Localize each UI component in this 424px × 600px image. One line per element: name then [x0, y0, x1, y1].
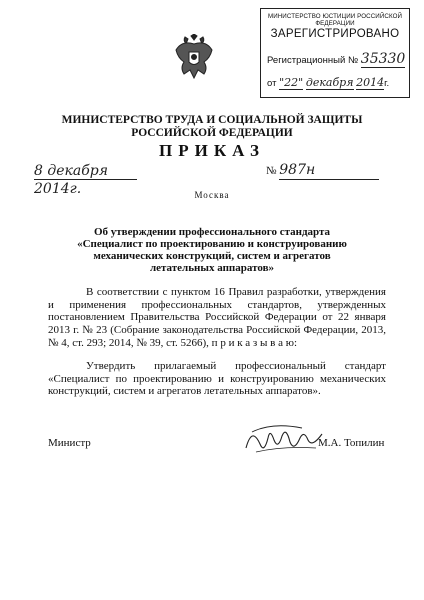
document-number-handwritten: 987н: [279, 162, 316, 178]
stamp-date-day: "22": [279, 76, 304, 89]
signatory-name: М.А. Топилин: [318, 437, 385, 449]
document-date-handwritten: 8 декабря 2014г.: [34, 163, 108, 197]
stamp-date-month: декабря: [305, 76, 354, 89]
document-number: [266, 162, 379, 180]
stamp-ministry: МИНИСТЕРСТВО ЮСТИЦИИ РОССИЙСКОЙ ФЕДЕРАЦИИ: [267, 13, 403, 27]
stamp-status: ЗАРЕГИСТРИРОВАНО: [270, 28, 400, 40]
city: Москва: [194, 190, 230, 200]
body-paragraph-1: В соответствии с пунктом 16 Правил разработки, утверждения и применения профессиональных стандартов, утвержденных постановлением Правительства Российской Федерации от 22 января 2013 г. № 23 (Собрание законодательства Российской Федерации, 2013, № 4, ст. 293; 2014, № 39, ст. 5266), п р и к а з ы в а ю:: [48, 286, 386, 349]
stamp-date-suffix: г.: [384, 78, 390, 89]
document-type: ПРИКАЗ: [159, 141, 265, 160]
signatory-title: Министр: [48, 437, 91, 449]
stamp-date-prefix: от: [267, 78, 277, 89]
stamp-date-year: 2014: [356, 76, 385, 89]
ministry-line-2: РОССИЙСКОЙ ФЕДЕРАЦИИ: [131, 127, 293, 139]
stamp-date-line: [267, 76, 389, 90]
registration-stamp: [260, 8, 410, 98]
body-paragraph-2: Утвердить прилагаемый профессиональный стандарт «Специалист по проектированию и конструированию механических конструкций, систем и агрегатов летательных аппаратов».: [48, 360, 386, 398]
stamp-reg-number-line: [267, 51, 405, 68]
ministry-name: [40, 114, 384, 140]
ministry-line-1: МИНИСТЕРСТВО ТРУДА И СОЦИАЛЬНОЙ ЗАЩИТЫ: [61, 114, 363, 126]
document-title: Об утверждении профессионального стандарта «Специалист по проектированию и конструированию механических конструкций, систем и агрегатов летательных аппаратов»: [77, 226, 347, 274]
stamp-reg-number: 35330: [360, 51, 406, 67]
document-number-label: №: [266, 165, 277, 177]
stamp-reg-label: Регистрационный №: [267, 55, 359, 66]
coat-of-arms-emblem-icon: [174, 34, 214, 82]
handwritten-signature: [242, 418, 326, 460]
